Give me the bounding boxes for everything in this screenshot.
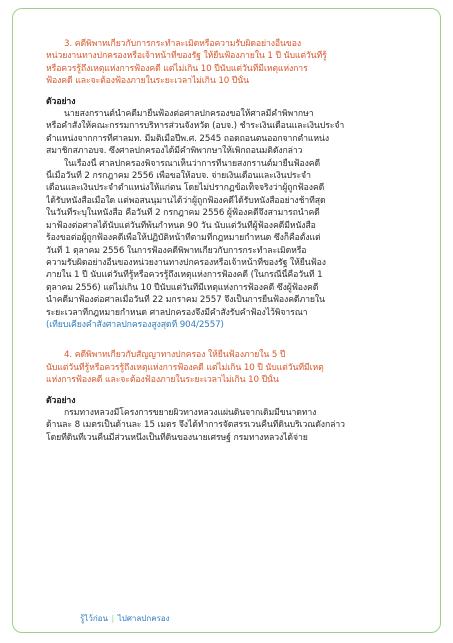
text-line: หรือคำสั่งให้คณะกรรมการบริหารส่วนจังหวัด (อบจ.) ชำระเงินเดือนและเงินประจำ — [46, 121, 345, 132]
heading-line: 4. คดีพิพาทเกี่ยวกับสัญญาทางปกครอง ให้ยื่นฟ้องภายใน 5 ปี — [64, 350, 286, 361]
footer-left-text: รู้ไว้ก่อน — [80, 614, 108, 623]
example-label: ตัวอย่าง — [46, 96, 76, 107]
section-4-paragraph-1 — [46, 407, 418, 444]
page-footer — [80, 612, 170, 625]
text-line: สมาชิกสภาอบจ. ซึ่งศาลปกครองได้มีคำพิพากษาให้เพิกถอนมติดังกล่าว — [46, 146, 303, 157]
heading-line: นับแต่วันที่รู้หรือควรรู้ถึงเหตุแห่งการฟ้องคดี แต่ไม่เกิน 10 ปี นับแต่วันที่มีเหตุ — [46, 362, 324, 373]
text-line: ตุลาคม 2556) แต่ไม่เกิน 10 ปีนับแต่วันที่มีเหตุแห่งการฟ้องคดี ซึ่งผู้ฟ้องคดี — [46, 282, 319, 293]
heading-line: แห่งการฟ้องคดี และจะต้องฟ้องภายในระยะเวลาไม่เกิน 10 ปีนั้น — [46, 375, 279, 386]
text-line: นี้เมื่อวันที่ 2 กรกฎาคม 2556 เพื่อขอให้อบจ. จ่ายเงินเดือนและเงินประจำ — [46, 171, 311, 182]
heading-line: หน่วยงานทางปกครองหรือเจ้าหน้าที่ของรัฐ ให้ยื่นฟ้องภายใน 1 ปี นับแต่วันที่รู้ — [46, 51, 327, 62]
text-line: ตำแหน่งจากการที่ศาลมท. มีมติเมื่อปีพ.ศ. 2545 ถอดถอนตนออกจากตำแหน่ง — [46, 133, 329, 144]
example-label: ตัวอย่าง — [46, 395, 76, 406]
text-line: โดยที่ดินที่เวนคืนมีส่วนหนึ่งเป็นที่ดินของนายเศรษฐ์ กรมทางหลวงได้จ่าย — [46, 432, 308, 443]
text-line: ระยะเวลาที่กฎหมายกำหนด ศาลปกครองจึงมีคำสั่งรับคำฟ้องไว้พิจารณา — [46, 307, 308, 318]
section-3 — [46, 38, 418, 331]
text-line: นายสงกรานต์นำคดีมายื่นฟ้องต่อศาลปกครองขอให้ศาลมีคำพิพากษา — [64, 109, 314, 120]
text-line: วันที่ 1 ตุลาคม 2556 ในการฟ้องคดีพิพาทเกี่ยวกับการกระทำละเมิดหรือ — [46, 245, 307, 256]
text-line: เดือนและเงินประจำตำแหน่งให้แก่ตน โดยไม่ปรากฏข้อเท็จจริงว่าผู้ถูกฟ้องคดี — [46, 183, 325, 194]
text-line: มาฟ้องต่อศาลได้นับแต่วันที่พ้นกำหนด 90 วัน นับแต่วันที่ผู้ฟ้องคดีมีหนังสือ — [46, 220, 316, 231]
section-spacer — [46, 331, 418, 349]
text-line: ภายใน 1 ปี นับแต่วันที่รู้หรือควรรู้ถึงเหตุแห่งการฟ้องคดี (ในกรณีนี้คือวันที่ 1 — [46, 270, 323, 281]
section-4 — [46, 349, 418, 444]
text-line: ด้านละ 8 เมตรเป็นด้านละ 15 เมตร จึงได้ทำการจัดสรรเวนคืนที่ดินบริเวณดังกล่าว — [46, 420, 345, 431]
footer-right-text: ไปศาลปกครอง — [117, 614, 170, 623]
footer-separator: | — [111, 614, 115, 623]
section-3-paragraph-1 — [46, 108, 418, 158]
text-line: ได้รับหนังสือเมื่อใด แต่พอสนนุมานได้ว่าผู้ถูกฟ้องคดีได้รับหนังสืออย่างช้าที่สุด — [46, 195, 326, 206]
heading-line: 3. คดีพิพาทเกี่ยวกับการกระทำละเมิดหรือความรับผิดอย่างอื่นของ — [64, 39, 301, 49]
section-4-heading — [46, 349, 418, 386]
text-line: ร้องขอต่อผู้ถูกฟ้องคดีเพื่อให้ปฏิบัติหน้าที่ตามที่กฎหมายกำหนด ซึ่งก็คือตั้งแต่ — [46, 233, 321, 244]
section-3-paragraph-2 — [46, 158, 418, 319]
text-line: กรมทางหลวงมีโครงการขยายผิวทางหลวงแผ่นดินจากเดิมมีขนาดทาง — [64, 407, 317, 418]
section-3-heading — [46, 38, 418, 88]
citation: (เทียบเคียงคำสั่งศาลปกครองสูงสุดที่ 904/2557) — [46, 319, 224, 330]
text-line: ในวันที่ระบุในหนังสือ คือวันที่ 2 กรกฎาคม 2556 ผู้ฟ้องคดีจึงสามารถนำคดี — [46, 208, 320, 219]
heading-line: ฟ้องคดี และจะต้องฟ้องภายในระยะเวลาไม่เกิน 10 ปีนั้น — [46, 76, 249, 87]
text-line: นำคดีมาฟ้องต่อศาลเมื่อวันที่ 22 มกราคม 2557 จึงเป็นการยื่นฟ้องคดีภายใน — [46, 295, 325, 306]
document-body — [46, 38, 418, 444]
heading-line: หรือควรรู้ถึงเหตุแห่งการฟ้องคดี แต่ไม่เกิน 10 ปีนับแต่วันที่มีเหตุแห่งการ — [46, 63, 308, 74]
text-line: ในเรื่องนี้ ศาลปกครองพิจารณาเห็นว่าการที่นายสงกรานต์มายื่นฟ้องคดี — [64, 158, 321, 169]
text-line: ความรับผิดอย่างอื่นของหน่วยงานทางปกครองหรือเจ้าหน้าที่ของรัฐ ให้ยื่นฟ้อง — [46, 257, 326, 268]
